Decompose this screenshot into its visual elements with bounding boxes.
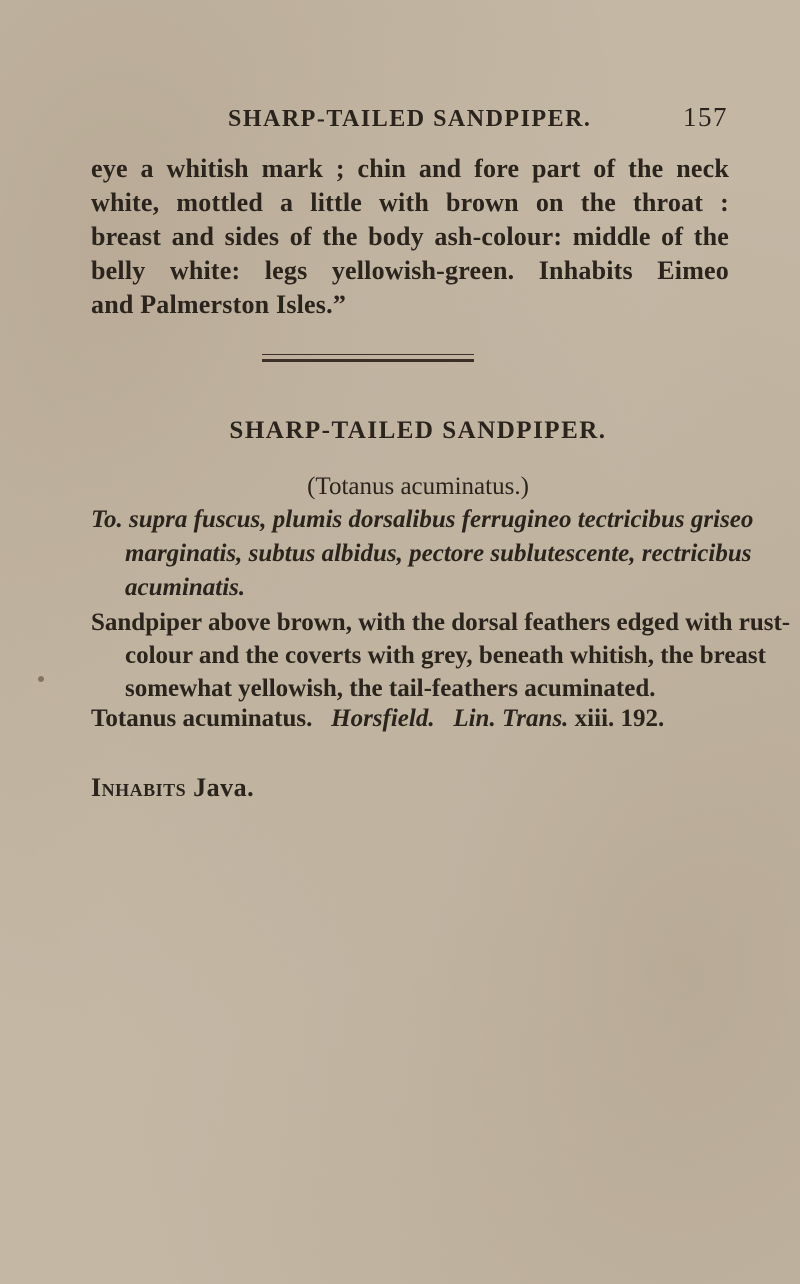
habitat-line [91, 773, 254, 803]
synonym-reference-title: Lin. Trans. [453, 705, 569, 732]
continued-paragraph [91, 152, 729, 322]
paragraph-line: white, mottled a little with brown on the throat : [91, 188, 729, 217]
paragraph-line: and Palmerston Isles.” [91, 290, 347, 319]
synonym-author: Horsfield. [331, 705, 435, 732]
english-line: colour and the coverts with grey, beneath whitish, the breast [125, 642, 766, 669]
english-line: somewhat yellowish, the tail-feathers acuminated. [125, 675, 656, 702]
habitat-place: Java. [193, 773, 255, 802]
latin-line: marginatis, subtus albidus, pectore sublutescente, rectricibus [125, 540, 752, 567]
paragraph-line: belly white: legs yellowish-green. Inhabits Eimeo [91, 256, 729, 285]
english-description [91, 606, 791, 705]
synonym-reference-volume: xiii. 192. [574, 705, 665, 732]
latin-description [91, 503, 754, 605]
paragraph-line: eye a whitish mark ; chin and fore part of the neck [91, 154, 729, 183]
synonym-citation [91, 705, 664, 733]
running-head [228, 102, 728, 133]
paragraph-line: breast and sides of the body ash-colour: middle of the [91, 222, 729, 251]
synonym-name: Totanus acuminatus. [91, 705, 313, 732]
latin-line: acuminatis. [125, 574, 246, 601]
scientific-name: (Totanus acuminatus.) [307, 473, 529, 500]
section-divider [262, 354, 474, 362]
latin-line: To. supra fuscus, plumis dorsalibus ferrugineo tectricibus griseo [91, 506, 754, 533]
paper-speck [38, 676, 44, 682]
running-head-title: SHARP-TAILED SANDPIPER. [228, 106, 592, 132]
entry-heading: SHARP-TAILED SANDPIPER. [229, 417, 607, 444]
habitat-label: Inhabits [91, 773, 187, 802]
page-number: 157 [683, 102, 728, 132]
english-line: Sandpiper above brown, with the dorsal feathers edged with rust- [91, 609, 791, 636]
